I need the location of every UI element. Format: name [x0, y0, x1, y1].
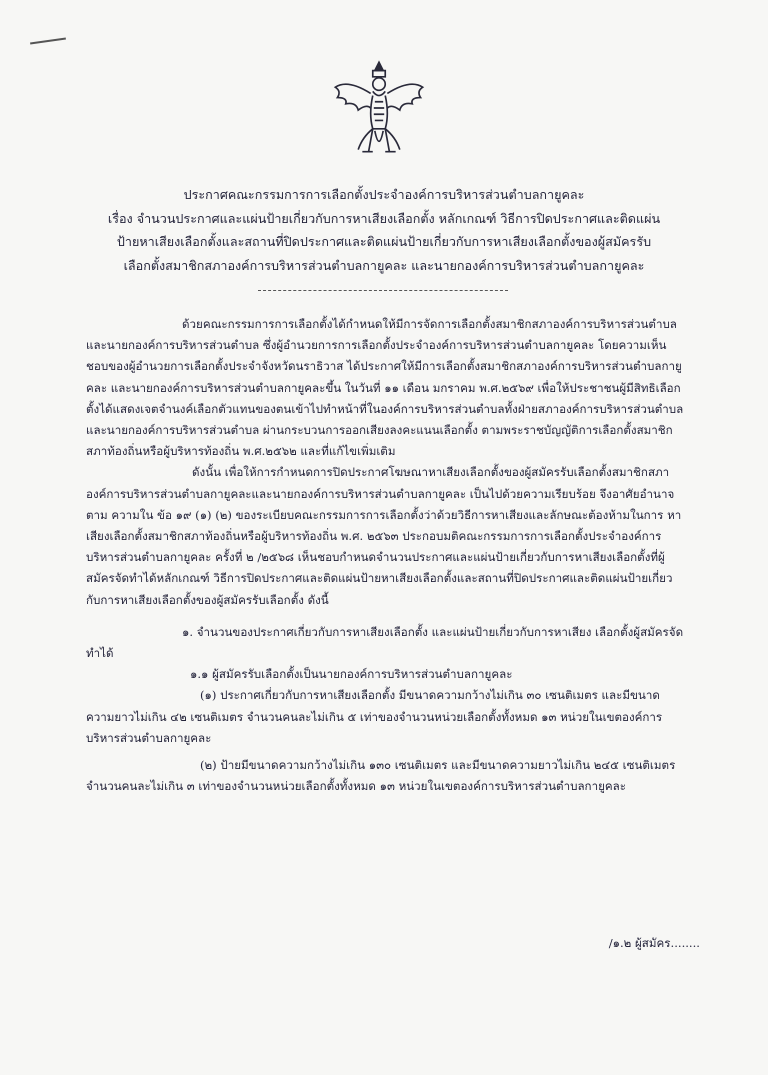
section-1: ๑. จำนวนของประกาศเกี่ยวกับการหาเสียงเลือกตั้ง และแผ่นป้ายเกี่ยวกับการหาเสียง เลือกตั้งผู้สมัครจัดทำได้ [86, 624, 684, 661]
announcement-header [60, 183, 708, 277]
subject-line-3: เลือกตั้งสมาชิกสภาองค์การบริหารส่วนตำบลกายูคละ และนายกองค์การบริหารส่วนตำบลกายูคละ [123, 257, 645, 273]
section-1-1-item-2: (๒) ป้ายมีขนาดความกว้างไม่เกิน ๑๓๐ เซนติเมตร และมีขนาดความยาวไม่เกิน ๒๔๕ เซนติเมตร จำนวนคนละไม่เกิน ๓ เท่าของจำนวนหน่วยเลือกตั้งทั้งหมด ๑๓ หน่วยในเขตองค์การบริหารส่วนตำบลกายูคละ [86, 758, 676, 794]
section-1-1: ๑.๑ ผู้สมัครรับเลือกตั้งเป็นนายกองค์การบริหารส่วนตำบลกายูคละ [190, 667, 513, 682]
dashed-divider [258, 290, 508, 291]
subject-line-1: เรื่อง จำนวนประกาศและแผ่นป้ายเกี่ยวกับการหาเสียงเลือกตั้ง หลักเกณฑ์ วิธีการปิดประกาศและติดแผ่น [107, 210, 661, 226]
paragraph-intro: ด้วยคณะกรรมการการเลือกตั้งได้กำหนดให้มีการจัดการเลือกตั้งสมาชิกสภาองค์การบริหารส่วนตำบลและนายกองค์การบริหารส่วนตำบล ซึ่งผู้อำนวยการการเลือกตั้งประจำองค์การบริหารส่วนตำบลกายูคละ โดยความเห็นชอบของผู้อำนวยการเลือกตั้งประจำจังหวัดนราธิวาส ได้ประกาศให้มีการเลือกตั้งสมาชิกสภาองค์การบริหารส่วนตำบลกายูคละ และนายกองค์การบริหารส่วนตำบลกายูคละขึ้น ในวันที่ ๑๑ เดือน มกราคม พ.ศ.๒๕๖๙ เพื่อให้ประชาชนผู้มีสิทธิเลือกตั้งได้แสดงเจตจำนงค์เลือกตัวแทนของตนเข้าไปทำหน้าที่ในองค์การบริหารส่วนตำบลทั้งฝ่ายสภาองค์การบริหารส่วนตำบล และนายกองค์การบริหารส่วนตำบล ผ่านกระบวนการออกเสียงลงคะแนนเลือกตั้ง ตามพระราชบัญญัติการเลือกตั้งสมาชิกสภาท้องถิ่นหรือผู้บริหารท้องถิ่น พ.ศ.๒๕๖๒ และที่แก้ไขเพิ่มเติม [86, 317, 684, 459]
section-1-1-item-1: (๑) ประกาศเกี่ยวกับการหาเสียงเลือกตั้ง มีขนาดความกว้างไม่เกิน ๓๐ เซนติเมตร และมีขนาดความยาวไม่เกิน ๔๒ เซนติเมตร จำนวนคนละไม่เกิน ๕ เท่าของจำนวนหน่วยเลือกตั้งทั้งหมด ๑๓ หน่วยในเขตองค์การบริหารส่วนตำบลกายูคละ [86, 688, 663, 745]
subject-line-2: ป้ายหาเสียงเลือกตั้งและสถานที่ปิดประกาศและติดแผ่นป้ายเกี่ยวกับการหาเสียงเลือกตั้งของผู้สมัครรับ [116, 234, 652, 249]
paragraph-therefore: ดังนั้น เพื่อให้การกำหนดการปิดประกาศโฆษณาหาเสียงเลือกตั้งของผู้สมัครรับเลือกตั้งสมาชิกสภาองค์การบริหารส่วนตำบลกายูคละและนายกองค์การบริหารส่วนตำบลกายูคละ เป็นไปด้วยความเรียบร้อย จึงอาศัยอำนาจตาม ความใน ข้อ ๑๙ (๑) (๒) ของระเบียบคณะกรรมการการเลือกตั้งว่าด้วยวิธีการหาเสียงและลักษณะต้องห้ามในการ หาเสียงเลือกตั้งสมาชิกสภาท้องถิ่นหรือผู้บริหารท้องถิ่น พ.ศ. ๒๕๖๓ ประกอบมติคณะกรรมการการเลือกตั้งประจำองค์การบริหารส่วนตำบลกายูคละ ครั้งที่ ๒ /๒๕๖๘ เห็นชอบกำหนดจำนวนประกาศและแผ่นป้ายเกี่ยวกับการหาเสียงเลือกตั้งที่ผู้สมัครจัดทำได้หลักเกณฑ์ วิธีการปิดประกาศและติดแผ่นป้ายหาเสียงเลือกตั้งและสถานที่ปิดประกาศและติดแผ่นป้ายเกี่ยวกับการหาเสียงเลือกตั้งของผู้สมัครรับเลือกตั้ง ดังนี้ [86, 465, 682, 607]
garuda-emblem [327, 56, 431, 160]
document-body [86, 314, 686, 797]
pen-mark [30, 38, 66, 45]
continuation-note: /๑.๒ ผู้สมัคร........ [608, 936, 700, 950]
announcement-title: ประกาศคณะกรรมการการเลือกตั้งประจำองค์การบริหารส่วนตำบลกายูคละ [183, 187, 585, 202]
